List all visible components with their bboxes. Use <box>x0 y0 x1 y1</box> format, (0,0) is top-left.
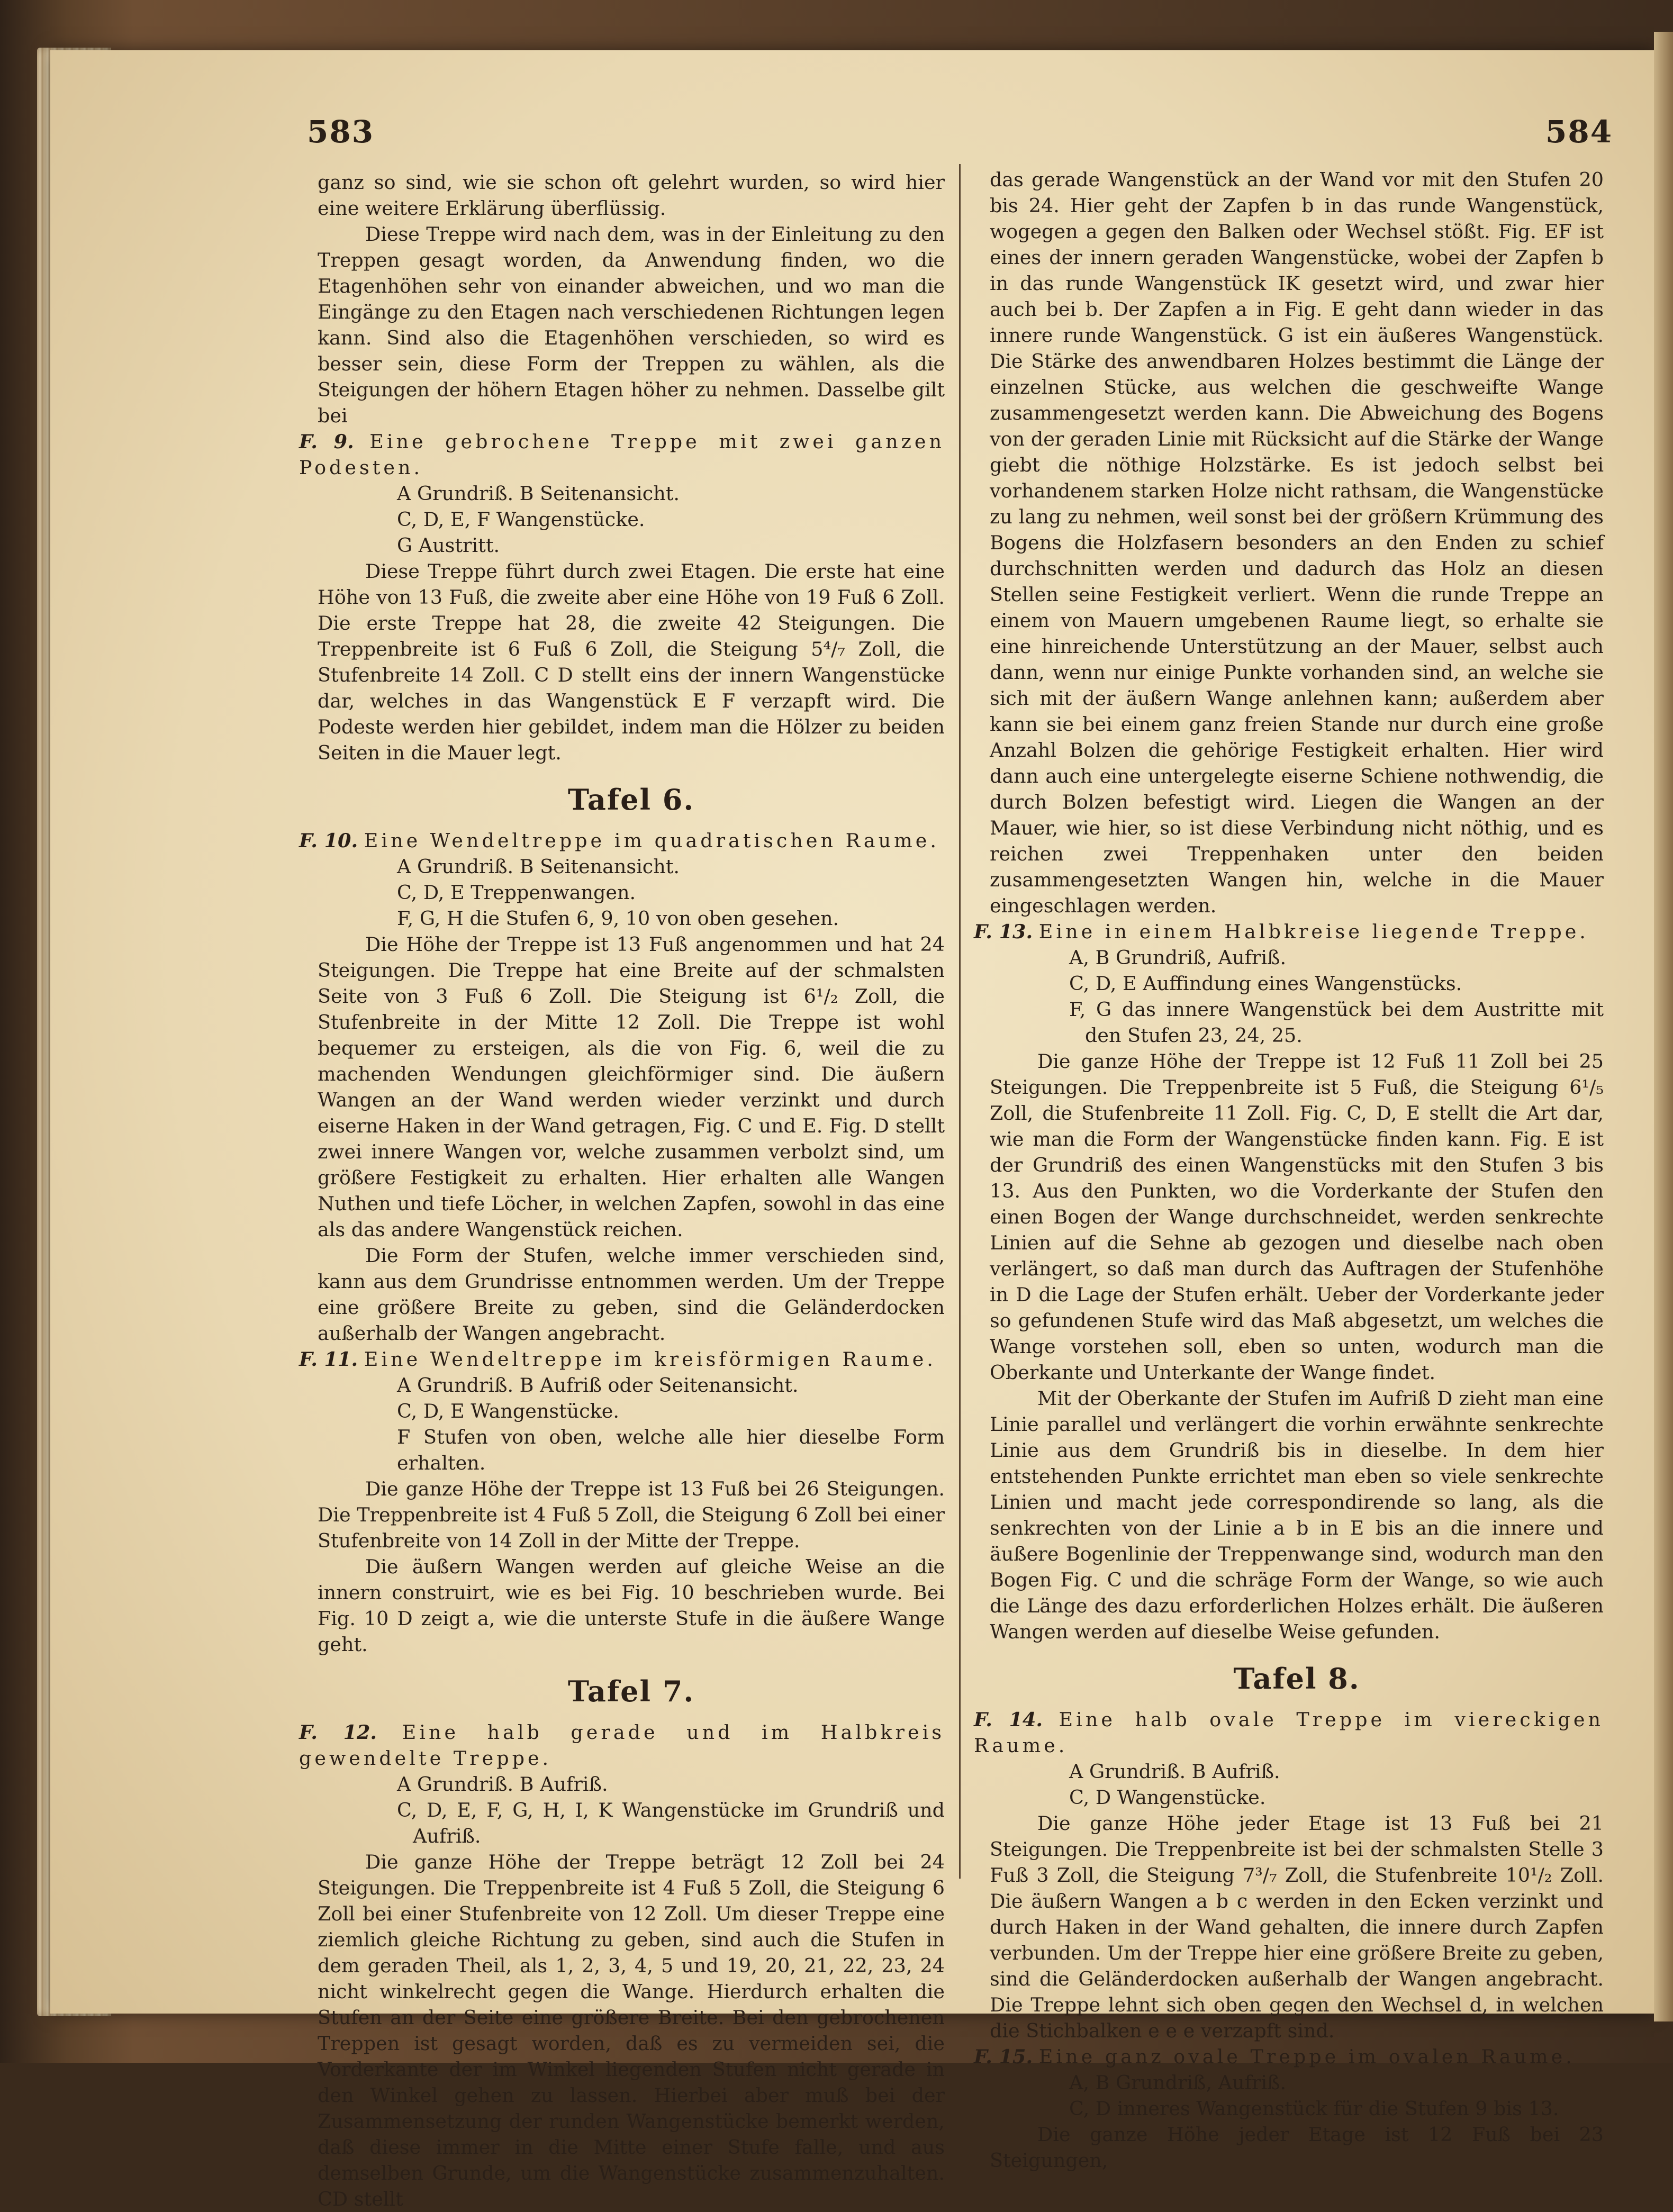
figure-heading-12 <box>299 1719 945 1771</box>
figure-label: F. 15. <box>974 2045 1033 2068</box>
plate-heading: Tafel 8. <box>1233 1662 1360 1696</box>
figure-legend: F, G, H die Stufen 6, 9, 10 von oben gesehen. <box>397 907 839 930</box>
right-column <box>974 167 1604 2173</box>
left-column <box>299 169 945 2212</box>
paragraph: Die ganze Höhe der Treppe ist 12 Fuß 11 Zoll bei 25 Steigungen. Die Treppenbreite ist 5 Fuß, die Steigung 6¹/₅ Zoll, die Stufenbreite 11 Zoll. Fig. C, D, E stellt die Art dar, wie man die Form der Wangenstücke finden kann. Fig. E ist der Grundriß des einen Wangenstücks mit den Stufen 3 bis 13. Aus den Punkten, wo die Vorderkante der Stufen den einen Bogen der Wange durchschneidet, werden senkrechte Linien auf die Sehne ab gezogen und dieselbe nach oben verlängert, so daß man durch das Auftragen der Stufenhöhe in D die Lage der Stufen erhält. Ueber der Vorderkante jeder so gefundenen Stufe wird das Maß abgesetzt, um welches die Wange vorstehen soll, eben so unten, wodurch man die Oberkante und Unterkante der Wange findet. <box>990 1050 1604 1384</box>
paragraph: das gerade Wangenstück an der Wand vor mit den Stufen 20 bis 24. Hier geht der Zapfen b in das runde Wangenstück, wogegen a gegen den Balken oder Wechsel stößt. Fig. EF ist eines der innern geraden Wangenstücke, wobei der Zapfen b in das runde Wangenstück IK gesetzt wird, und zwar hier auch bei b. Der Zapfen a in Fig. E geht dann wieder in das innere runde Wangenstück. G ist ein äußeres Wangenstück. Die Stärke des anwendbaren Holzes bestimmt die Länge der einzelnen Stücke, aus welchen die geschweifte Wange zusammengesetzt werden kann. Die Abweichung des Bogens von der geraden Linie mit Rücksicht auf die Stärke der Wange giebt die nöthige Holzstärke. Es ist jedoch selbst bei vorhandenem starken Holze nicht rathsam, die Wangenstücke zu lang zu nehmen, weil sonst bei der größern Krümmung des Bogens die Holzfasern besonders an den Enden zu schief durchschnitten werden und dadurch das Holz an diesen Stellen seine Festigkeit verliert. Wenn die runde Treppe an einem von Mauern umgebenen Raume liegt, so erhalte sie eine hinreichende Unterstützung an der Mauer, selbst auch dann, wenn nur einige Punkte vorhanden sind, an welche sie sich mit der äußern Wange anlehnen kann; außerdem aber kann sie bei einem ganz freien Stande nur durch eine große Anzahl Bolzen die gehörige Festigkeit erhalten. Hier wird dann auch eine untergelegte eiserne Schiene nothwendig, die durch Bolzen befestigt wird. Liegen die Wangen an der Mauer, wie hier, so ist diese Verbindung nicht nöthig, und es reichen zwei Treppenhaken unter den beiden zusammengesetzten Wangen hin, welche in die Mauer eingeschlagen werden. <box>990 168 1604 917</box>
page-number-right: 584 <box>1545 114 1613 150</box>
figure-label: F. 14. <box>974 1708 1043 1731</box>
figure-heading-15 <box>974 2044 1604 2070</box>
paragraph: Die äußern Wangen werden auf gleiche Weise an die innern construirt, wie es bei Fig. 10 beschrieben wurde. Bei Fig. 10 D zeigt a, wie die unterste Stufe in die äußere Wange geht. <box>318 1555 945 1656</box>
figure-label: F. 13. <box>974 920 1033 943</box>
figure-title: Eine halb gerade und im Halbkreis gewendelte Treppe. <box>299 1721 945 1770</box>
figure-legend: A Grundriß. B Aufriß oder Seitenansicht. <box>397 1374 799 1397</box>
right-page-edge <box>1654 32 1673 2021</box>
figure-title: Eine ganz ovale Treppe im ovalen Raume. <box>1038 2045 1575 2068</box>
figure-legend: A Grundriß. B Seitenansicht. <box>397 855 680 878</box>
figure-label: F. 11. <box>299 1348 358 1371</box>
figure-heading-13 <box>974 919 1604 945</box>
figure-legend: F Stufen von oben, welche alle hier dieselbe Form erhalten. <box>397 1426 945 1474</box>
figure-legend: C, D inneres Wangenstück für die Stufen 9 bis 13. <box>1069 2097 1559 2120</box>
figure-legend: A Grundriß. B Seitenansicht. <box>397 482 680 505</box>
paragraph: Die Höhe der Treppe ist 13 Fuß angenommen und hat 24 Steigungen. Die Treppe hat eine Breite auf der schmalsten Seite von 3 Fuß 6 Zoll. Die Steigung ist 6¹/₂ Zoll, die Stufenbreite in der Mitte 12 Zoll. Die Treppe ist wohl bequemer zu ersteigen, als die von Fig. 6, weil die zu machenden Wendungen gleichförmiger sind. Die äußern Wangen an der Wand werden wieder verzinkt und durch eiserne Haken in der Wand getragen, Fig. C und E. Fig. D stellt zwei innere Wangen vor, welche zusammen verbolzt sind, um größere Festigkeit zu erhalten. Hier erhalten alle Wangen Nuthen und tiefe Löcher, in welchen Zapfen, sowohl in das eine als das andere Wangenstück reichen. <box>318 933 945 1241</box>
paragraph: Diese Treppe wird nach dem, was in der Einleitung zu den Treppen gesagt worden, da Anwendung finden, wo die Etagenhöhen sehr von einander abweichen, und wo man die Eingänge zu den Etagen nach verschiedenen Richtungen legen kann. Sind also die Etagenhöhen verschieden, so wird es besser sein, diese Form der Treppen zu wählen, als die Steigungen der höhern Etagen höher zu nehmen. Dasselbe gilt bei <box>318 223 945 427</box>
paragraph: Die ganze Höhe der Treppe beträgt 12 Zoll bei 24 Steigungen. Die Treppenbreite ist 4 Fuß 5 Zoll, die Steigung 6 Zoll bei einer Stufenbreite von 12 Zoll. Um dieser Treppe eine ziemlich gleiche Richtung zu geben, sind auch die Stufen in dem geraden Theil, als 1, 2, 3, 4, 5 und 19, 20, 21, 22, 23, 24 nicht winkelrecht gegen die Wange. Hierdurch erhalten die Stufen an der Seite eine größere Breite. Bei den gebrochenen Treppen ist gesagt worden, daß es zu vermeiden sei, die Vorderkante der im Winkel liegenden Stufen nicht gerade in den Winkel gehen zu lassen. Hierbei aber muß bei der Zusammensetzung der runden Wangenstücke bemerkt werden, daß diese immer in die Mitte einer Stufe falle, und aus demselben Grunde, um die Wangenstücke zusammenzuhalten. CD stellt <box>318 1851 945 2210</box>
figure-legend: A, B Grundriß, Aufriß. <box>1069 2071 1287 2094</box>
plate-heading: Tafel 6. <box>567 783 695 817</box>
figure-legend: C, D, E Wangenstücke. <box>397 1400 619 1422</box>
page-number-left: 583 <box>307 114 375 150</box>
figure-legend: G Austritt. <box>397 534 500 557</box>
figure-title: Eine halb ovale Treppe im viereckigen Raume. <box>974 1708 1604 1757</box>
figure-legend: F, G das innere Wangenstück bei dem Austritte mit den Stufen 23, 24, 25. <box>1069 998 1604 1047</box>
figure-title: Eine in einem Halbkreise liegende Treppe. <box>1038 920 1589 943</box>
figure-legend: A Grundriß. B Aufriß. <box>397 1773 608 1796</box>
figure-heading-14 <box>974 1707 1604 1758</box>
plate-heading: Tafel 7. <box>567 1674 695 1708</box>
paragraph: Die ganze Höhe jeder Etage ist 12 Fuß bei 23 Steigungen, <box>990 2123 1604 2172</box>
paragraph: Diese Treppe führt durch zwei Etagen. Die erste hat eine Höhe von 13 Fuß, die zweite aber eine Höhe von 19 Fuß 6 Zoll. Die erste Treppe hat 28, die zweite 42 Steigungen. Die Treppenbreite ist 6 Fuß 6 Zoll, die Steigung 5⁴/₇ Zoll, die Stufenbreite 14 Zoll. C D stellt eins der innern Wangenstücke dar, welches in das Wangenstück E F verzapft wird. Die Podeste werden hier gebildet, indem man die Hölzer zu beiden Seiten in die Mauer legt. <box>318 560 945 764</box>
figure-heading-11 <box>299 1346 945 1372</box>
figure-label: F. 10. <box>299 829 358 852</box>
figure-label: F. 12. <box>299 1721 377 1744</box>
paragraph: Die ganze Höhe jeder Etage ist 13 Fuß bei 21 Steigungen. Die Treppenbreite ist bei der schmalsten Stelle 3 Fuß 3 Zoll, die Steigung 7³/₇ Zoll, die Stufenbreite 10¹/₂ Zoll. Die äußern Wangen a b c werden in den Ecken verzinkt und durch Haken in der Wand gehalten, die innere durch Zapfen verbunden. Um der Treppe hier eine größere Breite zu geben, sind die Geländerdocken außerhalb der Wangen angebracht. Die Treppe lehnt sich oben gegen den Wechsel d, in welchen die Stichbalken e e e verzapft sind. <box>990 1812 1604 2042</box>
paragraph: ganz so sind, wie sie schon oft gelehrt wurden, so wird hier eine weitere Erklärung überflüssig. <box>318 171 945 220</box>
column-divider <box>959 164 961 1879</box>
figure-title: Eine gebrochene Treppe mit zwei ganzen Podesten. <box>299 430 945 479</box>
figure-legend: C, D, E Treppenwangen. <box>397 881 636 904</box>
figure-heading-9 <box>299 429 945 481</box>
figure-heading-10 <box>299 828 945 854</box>
figure-legend: C, D, E Auffindung eines Wangenstücks. <box>1069 972 1462 995</box>
figure-label: F. 9. <box>299 430 354 453</box>
figure-legend: A, B Grundriß, Aufriß. <box>1069 946 1287 969</box>
figure-legend: C, D Wangenstücke. <box>1069 1786 1266 1809</box>
paragraph: Mit der Oberkante der Stufen im Aufriß D zieht man eine Linie parallel und verlängert die vorhin erwähnte senkrechte Linie aus dem Grundriß bis in dieselbe. In dem hier entstehenden Punkte errichtet man eben so viele senkrechte Linien und macht jede correspondirende so lang, als die senkrechten von der Linie a b in E bis an die innere und äußere Bogenlinie der Treppenwange sind, wodurch man den Bogen Fig. C und die schräge Form der Wange, so wie auch die Länge des dazu erforderlichen Holzes erhält. Die äußeren Wangen werden auf dieselbe Weise gefunden. <box>990 1387 1604 1643</box>
figure-legend: C, D, E, F, G, H, I, K Wangenstücke im Grundriß und Aufriß. <box>397 1799 945 1847</box>
paragraph: Die ganze Höhe der Treppe ist 13 Fuß bei 26 Steigungen. Die Treppenbreite ist 4 Fuß 5 Zoll, die Steigung 6 Zoll bei einer Stufenbreite von 14 Zoll in der Mitte der Treppe. <box>318 1477 945 1552</box>
figure-title: Eine Wendeltreppe im quadratischen Raume. <box>364 829 939 852</box>
figure-legend: C, D, E, F Wangenstücke. <box>397 508 645 531</box>
paragraph: Die Form der Stufen, welche immer verschieden sind, kann aus dem Grundrisse entnommen werden. Um der Treppe eine größere Breite zu geben, sind die Geländerdocken außerhalb der Wangen angebracht. <box>318 1244 945 1345</box>
figure-legend: A Grundriß. B Aufriß. <box>1069 1760 1280 1783</box>
figure-title: Eine Wendeltreppe im kreisförmigen Raume. <box>364 1348 936 1371</box>
